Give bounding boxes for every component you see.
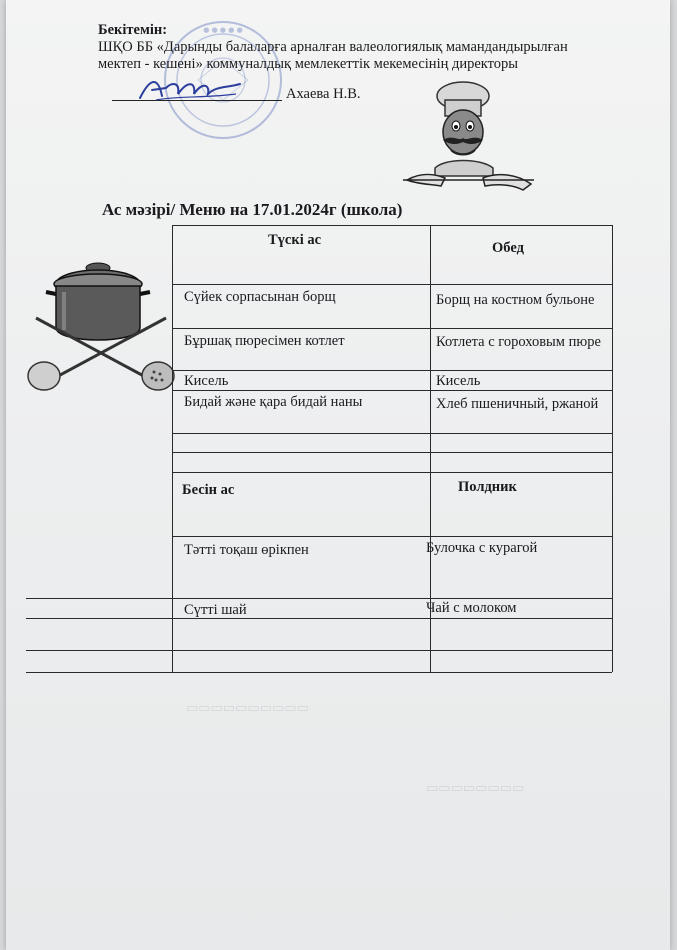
table-row-line (172, 433, 612, 434)
handwritten-signature (136, 72, 246, 108)
table-row-line (172, 390, 612, 391)
chef-illustration (401, 80, 536, 200)
lunch-item-ru: Кисель (436, 373, 481, 389)
table-row-line (26, 598, 612, 599)
table-row-line (172, 452, 612, 453)
show-through-artifact: ▭▭▭▭▭▭▭▭ (426, 780, 525, 795)
pot-illustration (26, 248, 176, 408)
lunch-item-kz: Сүйек сорпасынан борщ (184, 289, 336, 305)
approval-heading: Бекітемін: (98, 22, 168, 38)
lunch-item-ru: Хлеб пшеничный, ржаной (436, 396, 599, 412)
table-row-line (172, 472, 612, 473)
menu-document (6, 0, 670, 950)
lunch-item-kz: Кисель (184, 373, 229, 389)
table-row-line (172, 328, 612, 329)
table-left-border (172, 225, 173, 672)
snack-header-kz: Бесін ас (182, 482, 235, 498)
table-top-border (172, 225, 612, 226)
lunch-header-ru: Обед (492, 240, 524, 256)
snack-item-kz: Сүтті шай (184, 602, 247, 618)
svg-text:● ● ● ● ●: ● ● ● ● ● (203, 26, 243, 34)
approval-line-2: мектеп - кешені» коммуналдық мемлекеттік мекемесінің директоры (98, 56, 519, 72)
table-bottom-border (26, 672, 612, 673)
signer-name: Ахаева Н.В. (286, 86, 361, 102)
table-right-border (612, 225, 613, 672)
table-row-line (172, 536, 612, 537)
lunch-header-kz: Түскі ас (268, 232, 322, 248)
approval-line-1: ШҚО ББ «Дарынды балаларға арналған валеологиялық мамандандырылған (98, 39, 568, 55)
lunch-item-ru: Борщ на костном бульоне (436, 292, 595, 308)
table-row-line (172, 284, 612, 285)
table-row-line (26, 618, 612, 619)
approval-block (98, 22, 638, 73)
lunch-item-kz: Бидай және қара бидай наны (184, 394, 363, 410)
table-row-line (26, 650, 612, 651)
snack-header-ru: Полдник (458, 479, 517, 495)
menu-title: Ас мәзірі/ Меню на 17.01.2024г (школа) (102, 200, 403, 219)
snack-item-ru: Булочка с курагой (426, 540, 538, 556)
snack-item-kz: Тәтті тоқаш өрікпен (184, 542, 309, 558)
show-through-artifact: ▭▭▭▭▭▭▭▭▭▭ (186, 700, 309, 715)
lunch-item-ru: Котлета с гороховым пюре (436, 334, 601, 350)
table-row-line (172, 370, 612, 371)
lunch-item-kz: Бұршақ пюресімен котлет (184, 333, 345, 349)
snack-item-ru: Чай с молоком (426, 600, 517, 616)
